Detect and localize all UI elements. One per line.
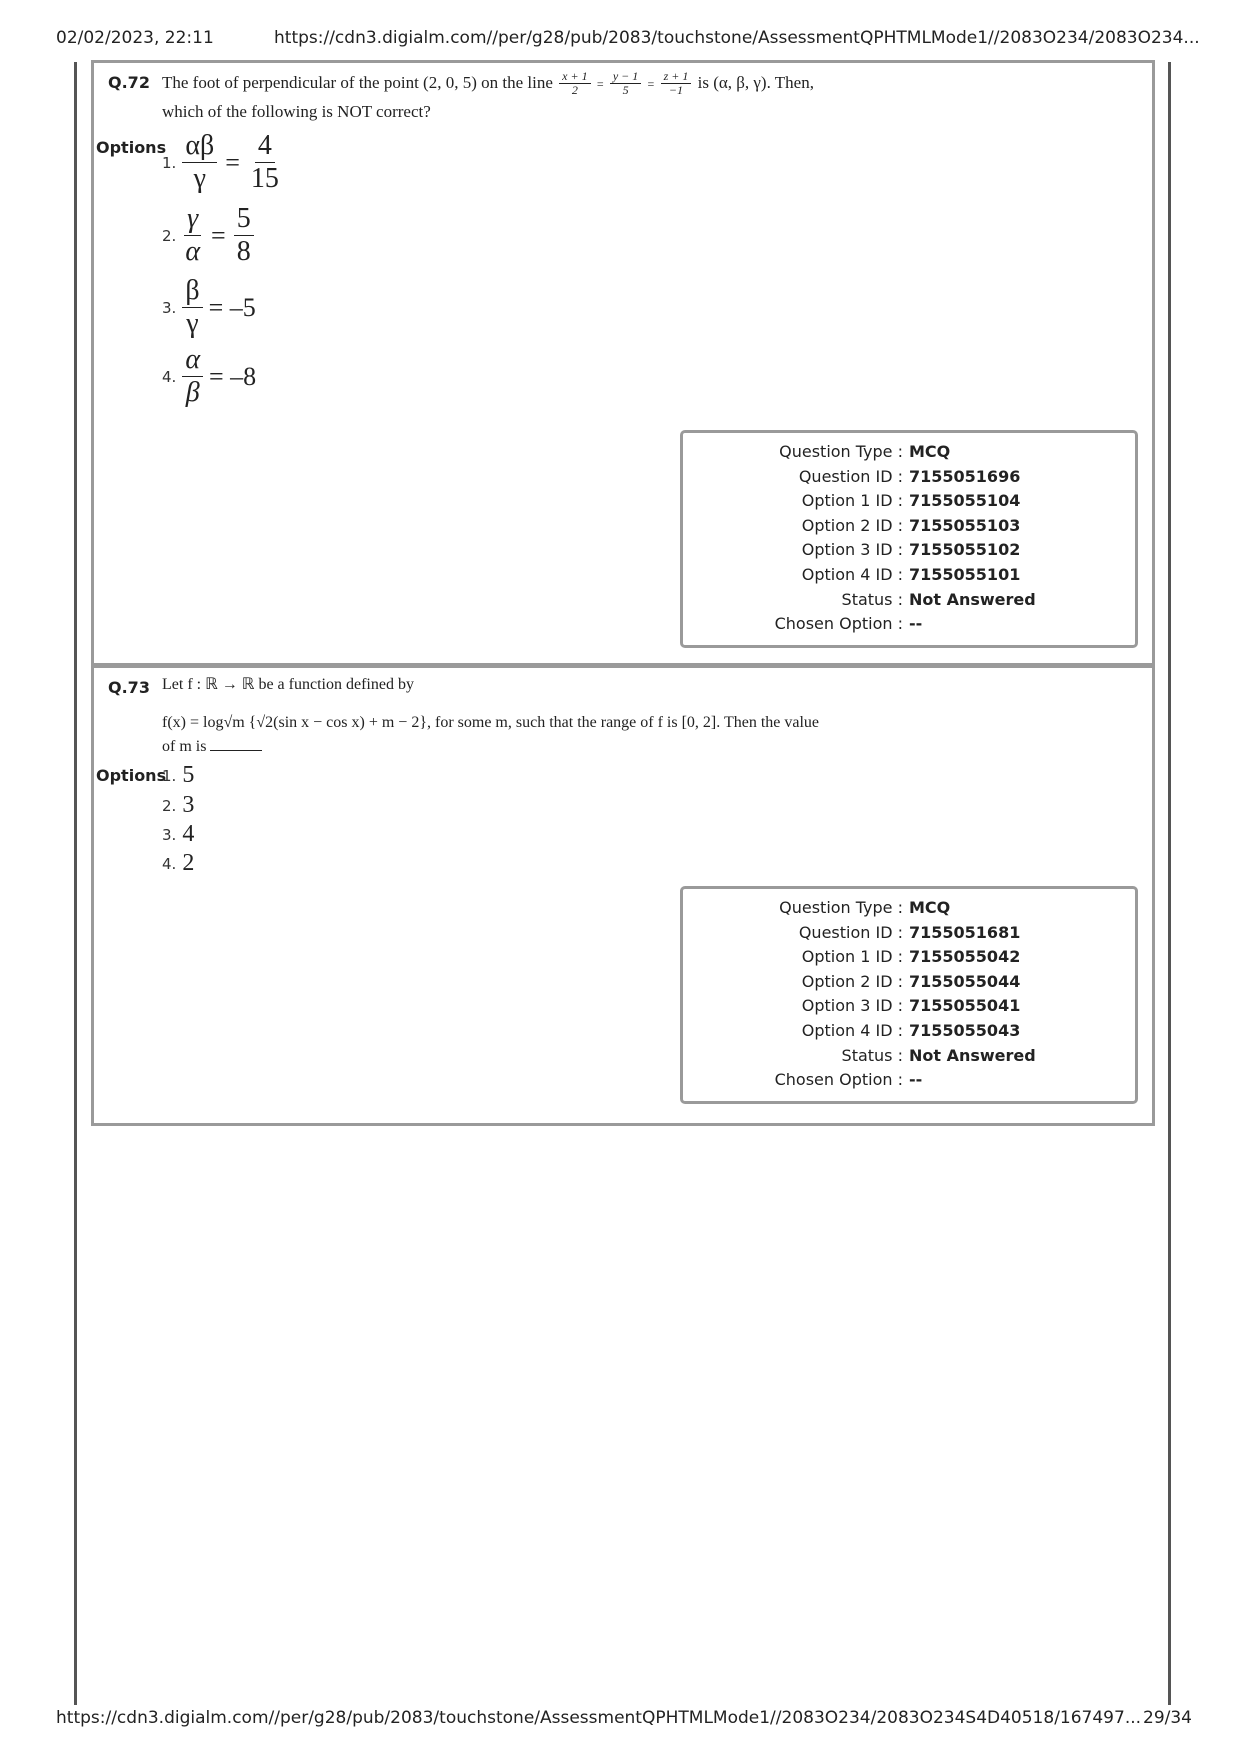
option-4: [162, 850, 194, 877]
option-2: [162, 792, 194, 819]
meta-key: Question Type :: [779, 898, 903, 917]
equals-sign: =: [596, 77, 604, 91]
option-number: 1.: [162, 766, 177, 785]
question-meta-panel: [680, 430, 1138, 648]
meta-row-option1-id: [683, 491, 1135, 516]
question-meta-panel: [680, 886, 1138, 1104]
meta-value: MCQ: [909, 442, 951, 461]
meta-key: Chosen Option :: [774, 614, 903, 634]
meta-value: 7155051696: [909, 466, 1021, 486]
meta-key: Status :: [841, 1045, 903, 1065]
option-number: 3.: [162, 825, 177, 844]
option-1: [162, 762, 194, 789]
option-lhs-fraction: [182, 131, 217, 195]
fraction-denominator: 8: [236, 235, 251, 267]
option-2: [162, 204, 254, 268]
meta-key: Option 1 ID :: [801, 947, 903, 967]
fraction-numerator: y − 1: [610, 70, 641, 84]
meta-value: 7155051681: [909, 922, 1021, 942]
meta-value: Not Answered: [909, 1045, 1036, 1065]
line-fraction-z: [661, 70, 692, 98]
fraction-denominator: 2: [571, 83, 578, 98]
question-text: [162, 69, 962, 125]
meta-key: Option 1 ID :: [801, 491, 903, 511]
fraction-numerator: αβ: [182, 131, 217, 163]
meta-key: Option 2 ID :: [801, 515, 903, 535]
option-value: 4: [182, 821, 195, 847]
fraction-denominator: α: [185, 235, 201, 267]
fraction-denominator: γ: [193, 162, 206, 194]
meta-value: 7155055104: [909, 491, 1021, 511]
question-text-part: is (α, β, γ). Then,: [697, 73, 814, 92]
fraction-numerator: α: [182, 345, 203, 377]
meta-key: Question Type :: [779, 442, 903, 461]
meta-row-chosen-option: [683, 1070, 1135, 1095]
meta-row-chosen-option: [683, 614, 1135, 639]
page-right-border: [1168, 62, 1171, 1705]
meta-key: Option 4 ID :: [801, 564, 903, 584]
meta-row-option3-id: [683, 996, 1135, 1021]
meta-key: Question ID :: [798, 922, 903, 942]
question-text-part: Let f : ℝ → ℝ be a function defined by: [162, 676, 414, 693]
meta-row-option2-id: [683, 972, 1135, 997]
equals-sign: =: [647, 77, 655, 91]
meta-key: Status :: [841, 589, 903, 609]
line-fraction-y: [610, 70, 641, 98]
option-number: 4.: [162, 367, 177, 386]
question-number: Q.73: [108, 678, 150, 697]
option-rhs-fraction: [234, 204, 254, 268]
meta-row-option2-id: [683, 516, 1135, 541]
fraction-denominator: 5: [622, 83, 629, 98]
option-rhs-fraction: [248, 131, 282, 195]
meta-key: Option 3 ID :: [801, 540, 903, 560]
print-header-url: https://cdn3.digialm.com//per/g28/pub/2083/touchstone/AssessmentQPHTMLMode1//2083O234/2083O234...: [274, 28, 1200, 48]
fraction-denominator: β: [185, 376, 200, 408]
options-label: Options: [96, 138, 167, 157]
line-fraction-x: [559, 70, 590, 98]
question-card-73: [91, 665, 1155, 1126]
meta-row-status: [683, 1046, 1135, 1071]
meta-value: --: [909, 614, 923, 634]
meta-key: Chosen Option :: [774, 1070, 903, 1090]
option-3: [162, 821, 194, 848]
meta-key: Option 4 ID :: [801, 1020, 903, 1040]
meta-row-question-type: [683, 442, 1135, 467]
question-text-part: [162, 735, 962, 759]
meta-key: Option 3 ID :: [801, 996, 903, 1016]
fraction-numerator: x + 1: [559, 70, 590, 84]
option-rhs: = –8: [209, 361, 257, 391]
meta-key: Option 2 ID :: [801, 971, 903, 991]
option-rhs: = –5: [208, 292, 256, 322]
option-3: [162, 276, 256, 340]
meta-row-question-id: [683, 923, 1135, 948]
question-text-part: The foot of perpendicular of the point (2, 0, 5) on the line: [162, 73, 553, 92]
meta-value: MCQ: [909, 898, 951, 917]
fraction-denominator: γ: [186, 307, 199, 339]
question-text-part: of m is: [162, 738, 207, 755]
meta-value: 7155055103: [909, 515, 1021, 535]
fraction-denominator: 15: [250, 162, 279, 194]
meta-value: 7155055042: [909, 947, 1021, 967]
meta-value: Not Answered: [909, 589, 1036, 609]
meta-value: 7155055043: [909, 1020, 1021, 1040]
meta-row-option3-id: [683, 540, 1135, 565]
fraction-numerator: 5: [234, 204, 254, 236]
option-number: 4.: [162, 854, 177, 873]
option-number: 2.: [162, 796, 177, 815]
page-number: 29/34: [1143, 1708, 1192, 1728]
fraction-numerator: β: [182, 276, 202, 308]
question-text-part: which of the following is NOT correct?: [162, 102, 431, 122]
fraction-numerator: z + 1: [661, 70, 692, 84]
page-left-border: [74, 62, 77, 1705]
answer-blank: [210, 750, 262, 751]
print-datetime: 02/02/2023, 22:11: [56, 28, 214, 48]
fraction-denominator: −1: [668, 83, 684, 98]
meta-value: 7155055044: [909, 971, 1021, 991]
option-lhs-fraction: [182, 204, 203, 268]
question-formula: f(x) = log√m {√2(sin x − cos x) + m − 2}, for some m, such that the range of f is [0, 2]. Then the value: [162, 714, 820, 731]
option-value: 5: [182, 762, 195, 788]
option-4: [162, 345, 256, 409]
print-footer-url: https://cdn3.digialm.com//per/g28/pub/2083/touchstone/AssessmentQPHTMLMode1//2083O234/2083O234S4D40518/167497...: [56, 1708, 1142, 1728]
fraction-numerator: γ: [184, 204, 201, 236]
meta-value: 7155055101: [909, 564, 1021, 584]
meta-row-option4-id: [683, 565, 1135, 590]
option-1: [162, 131, 282, 195]
options-label: Options: [96, 766, 167, 785]
meta-value: 7155055102: [909, 540, 1021, 560]
meta-value: --: [909, 1070, 923, 1090]
meta-row-option1-id: [683, 947, 1135, 972]
option-value: 2: [182, 850, 195, 876]
option-lhs-fraction: [182, 276, 202, 340]
option-number: 3.: [162, 298, 177, 317]
meta-row-status: [683, 590, 1135, 615]
fraction-numerator: 4: [255, 131, 275, 163]
meta-row-question-type: [683, 898, 1135, 923]
meta-key: Question ID :: [798, 466, 903, 486]
meta-row-question-id: [683, 467, 1135, 492]
equals-sign: =: [225, 147, 240, 177]
option-number: 1.: [162, 153, 177, 172]
meta-value: 7155055041: [909, 996, 1021, 1016]
equals-sign: =: [211, 220, 226, 250]
option-value: 3: [182, 792, 195, 818]
question-card-72: [91, 60, 1155, 666]
meta-row-option4-id: [683, 1021, 1135, 1046]
question-text: [162, 673, 962, 759]
question-number: Q.72: [108, 73, 150, 92]
option-lhs-fraction: [182, 345, 203, 409]
option-number: 2.: [162, 226, 177, 245]
